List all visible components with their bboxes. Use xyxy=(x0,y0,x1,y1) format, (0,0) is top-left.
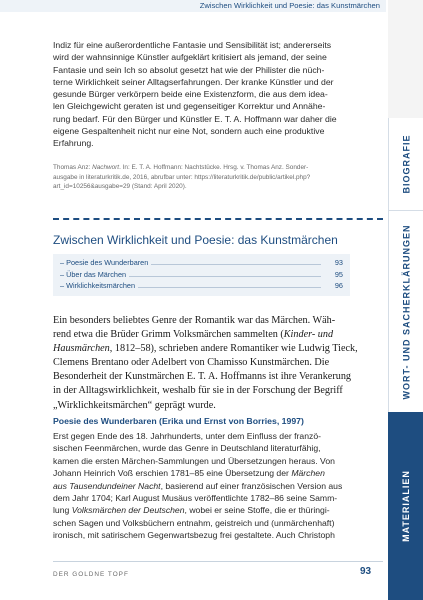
toc-item[interactable] xyxy=(60,281,343,293)
tab-wort-label: WORT- UND SACHERKLÄRUNGEN xyxy=(401,224,411,399)
body-text: , wobei er seine Stoffe, die er thüringi- xyxy=(184,505,330,516)
body-line: dem Jahr 1704; Karl August Musäus veröffentlichte 1782–86 seine Samm- xyxy=(53,493,338,504)
section-heading: Zwischen Wirklichkeit und Poesie: das Kunstmärchen xyxy=(53,233,338,247)
toc-item-label: – Poesie des Wunderbaren xyxy=(60,258,149,267)
source-url-line: art_id=10256&ausgabe=29 (Stand: April 2020). xyxy=(53,183,187,190)
toc-leader xyxy=(151,264,321,265)
body-line xyxy=(53,467,383,479)
tab-materialien[interactable] xyxy=(388,412,423,600)
body-line: sischen Feenmärchen, wurde das Genre in Deutschland literaturfähig, xyxy=(53,443,321,454)
intro-title: Hausmärchen xyxy=(53,343,110,355)
intro-line: Ein besonders beliebtes Genre der Romantik war das Märchen. Wäh- xyxy=(53,315,336,326)
intro-line xyxy=(53,342,383,356)
toc-item-label: – Über das Märchen xyxy=(60,269,127,279)
body-title: aus Tausendundeiner Nacht xyxy=(53,480,161,491)
quote-line: eigene Gespaltenheit nicht nur eine Not, sondern auch eine produktive xyxy=(53,125,325,136)
toc-leader xyxy=(138,287,321,288)
tab-wort-und-sacherklaerungen[interactable] xyxy=(388,210,423,412)
body-line: ironisch, mit satirischem Gegenwartsbezug frei gestaltete. Auch Christoph xyxy=(53,530,335,541)
chapter-tabs xyxy=(388,0,423,600)
quote-line: rung bedarf. Für den Bürger und Künstler E. T. A. Hoffmann war daher die xyxy=(53,113,337,124)
subheading: Poesie des Wunderbaren (Erika und Ernst von Borries, 1997) xyxy=(53,416,304,426)
quote-line: terne Wirklichkeit seiner Alltagserfahrungen. Der kranke Künstler und der xyxy=(53,76,334,87)
page-number: 93 xyxy=(360,566,372,577)
intro-line: Besonderheit der Kunstmärchen E. T. A. Hoffmanns ist ihre Verankerung xyxy=(53,371,352,383)
toc-item[interactable] xyxy=(60,270,343,282)
source-title: Nachwort xyxy=(92,164,120,171)
body-line xyxy=(53,480,383,492)
intro-line xyxy=(53,328,383,342)
toc-leader xyxy=(129,276,321,277)
intro-line: in der Alltagswirklichkeit, weshalb für sie in der Forschung der Begriff xyxy=(53,385,343,397)
toc-item-page: 93 xyxy=(334,258,343,267)
tab-biografie[interactable] xyxy=(388,118,423,210)
source-url-line: ausgabe in literaturkritik.de, 2016, abrufbar unter: https://literaturkritik.de/public/artikel.php? xyxy=(53,173,311,181)
quote-line: Erfahrung. xyxy=(53,138,94,148)
body-text: lung xyxy=(53,505,72,516)
body-line: schen Sagen und Volksbüchern entnahm, geistreich und (unmärchenhaft) xyxy=(53,517,335,528)
intro-line: Clemens Brentano oder Adelbert von Chamisso Kunstmärchen. Die xyxy=(53,357,330,369)
body-line: kamen die ersten Märchen-Sammlungen und Übersetzungen heraus. Von xyxy=(53,455,335,466)
body-text: Johann Heinrich Voß erschien 1781–85 eine Übersetzung der xyxy=(53,468,292,479)
running-head-title: Zwischen Wirklichkeit und Poesie: das Kunstmärchen xyxy=(199,1,380,10)
intro-text: , 1812–58), schrieben andere Romantiker wie Ludwig Tieck, xyxy=(109,343,358,355)
section-divider xyxy=(53,218,383,220)
tab-materialien-label: MATERIALIEN xyxy=(400,470,411,542)
source-citation xyxy=(53,163,383,192)
source-author: Thomas Anz: xyxy=(53,164,93,171)
toc-item-page: 96 xyxy=(334,281,343,290)
running-head xyxy=(0,0,386,12)
section-toc xyxy=(53,254,350,296)
source-rest: . In: E. T. A. Hoffmann: Nachtstücke. Hrsg. v. Thomas Anz. Sonder- xyxy=(119,164,309,171)
toc-item-page: 95 xyxy=(334,269,343,279)
quote-line: wird der wahnsinnige Künstler aufgeklärt kritisiert als jemand, der seine xyxy=(53,52,327,63)
body-title: Märchen xyxy=(291,468,325,479)
footer-book-title: DER GOLDNE TOPF xyxy=(53,571,129,578)
body-text: , basierend auf einer französischen Version aus xyxy=(160,480,343,491)
toc-item[interactable] xyxy=(60,258,343,270)
footer-rule xyxy=(53,561,383,562)
quote-text xyxy=(53,39,383,149)
body-paragraph xyxy=(53,430,383,542)
toc-item-label: – Wirklichkeitsmärchen xyxy=(60,281,136,290)
quote-line: Fantasie und sein Ich so absolut gesetzt hat wie der Philister die nüch- xyxy=(53,64,325,75)
quote-line: Indiz für eine außerordentliche Fantasie und Sensibilität ist; andererseits xyxy=(53,40,332,50)
quote-line: gesunde Bürger verkörpern beide eine Existenzform, die aus dem idea- xyxy=(53,89,328,99)
tab-biografie-label: BIOGRAFIE xyxy=(401,134,412,194)
intro-title: Kinder- und xyxy=(283,329,334,341)
body-line: Erst gegen Ende des 18. Jahrhunderts, unter dem Einfluss der franzö- xyxy=(53,431,322,441)
intro-text: rend etwa die Brüder Grimm Volksmärchen sammelten ( xyxy=(53,329,284,341)
intro-paragraph xyxy=(53,314,383,413)
body-line xyxy=(53,504,383,516)
intro-line: „Wirklichkeitsmärchen“ geprägt wurde. xyxy=(53,399,216,411)
quote-line: len Gleichgewicht geraten ist und gegenseitiger Korrektur und Annähe- xyxy=(53,101,326,112)
body-title: Volksmärchen der Deutschen xyxy=(71,505,185,516)
